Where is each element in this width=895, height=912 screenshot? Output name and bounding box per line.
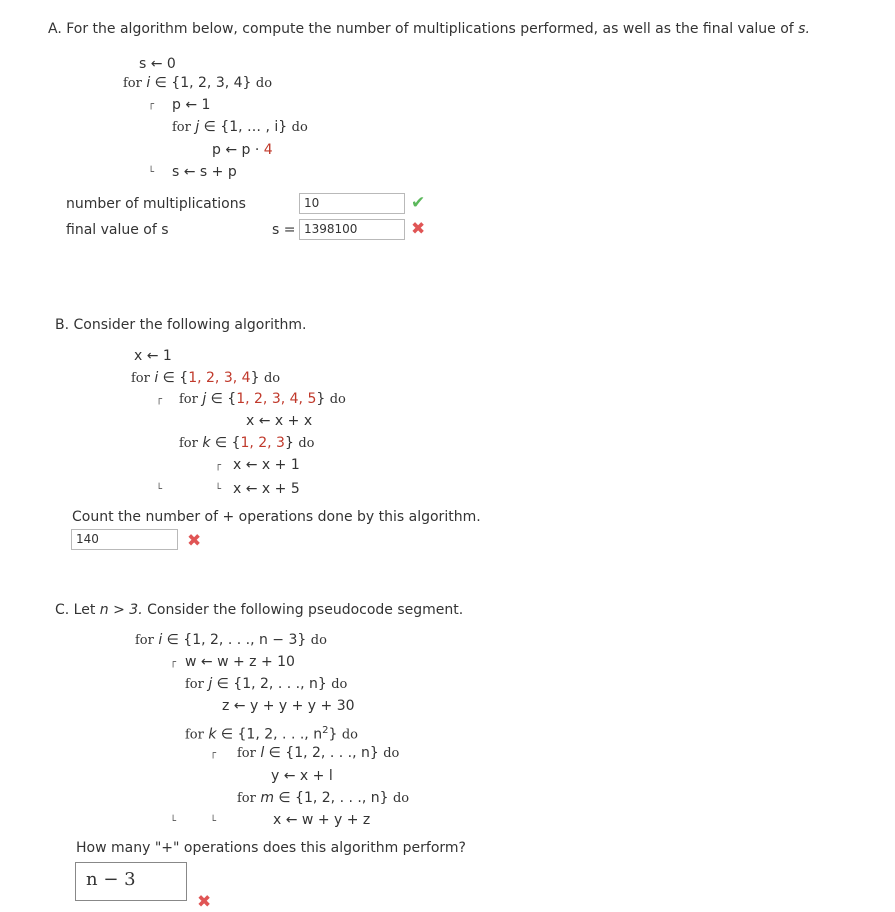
cross-icon: ✖ — [187, 531, 202, 551]
check-icon: ✔ — [411, 193, 426, 213]
cross-icon: ✖ — [411, 219, 426, 239]
loop-set: ∈ {1, 2, 3, 4} — [154, 75, 252, 91]
corner-top-icon: ┌ — [215, 460, 222, 471]
prompt-condition: n > 3. — [99, 602, 143, 618]
cross-icon: ✖ — [197, 892, 212, 912]
part-b-question: Count the number of + operations done by this algorithm. — [72, 509, 481, 525]
loop-var: i — [158, 632, 163, 648]
do-keyword: do — [310, 633, 327, 648]
for-keyword: for — [123, 76, 142, 91]
exponent: 2 — [322, 725, 329, 736]
part-a-prompt-text: A. For the algorithm below, compute the number of multiplications performed, as well as the final value of — [48, 21, 794, 37]
b-line-3 — [179, 390, 346, 409]
set-close: } — [284, 435, 294, 451]
for-keyword: for — [185, 727, 204, 743]
loop-var: i — [146, 75, 151, 91]
b-line-6: x ← x + 1 — [233, 457, 300, 473]
final-s-input[interactable]: 1398100 — [299, 219, 405, 240]
loop-set: ∈ {1, 2, . . ., n} — [216, 676, 327, 692]
loop-set: ∈ {1, … , i} — [203, 119, 288, 135]
loop-var: j — [202, 391, 207, 407]
loop-set: ∈ {1, 2, . . ., n} — [268, 745, 379, 761]
b-line-2 — [131, 369, 280, 388]
plus-count-input[interactable]: 140 — [71, 529, 178, 550]
set-close: } — [250, 370, 260, 386]
loop-var: l — [260, 745, 265, 761]
corner-top-icon: ┌ — [210, 748, 217, 759]
label-final-s: final value of s — [66, 222, 169, 238]
set-close: } — [316, 391, 326, 407]
a-line-6: s ← s + p — [172, 164, 237, 180]
loop-set: ∈ {1, 2, . . ., n — [220, 726, 323, 743]
c-line-8 — [237, 789, 409, 808]
corner-bottom-icon: └ — [156, 484, 163, 495]
do-keyword: do — [263, 371, 281, 386]
do-keyword: do — [291, 120, 308, 135]
b-line-1: x ← 1 — [134, 348, 172, 364]
c-line-4: z ← y + y + y + 30 — [222, 698, 355, 714]
part-c-question: How many "+" operations does this algorithm perform? — [76, 840, 466, 856]
prompt-text: C. Let — [55, 602, 96, 618]
b-line-7: x ← x + 5 — [233, 481, 300, 497]
loop-var: i — [154, 370, 159, 386]
part-a-prompt-var: s. — [798, 21, 810, 37]
multiplications-input[interactable]: 10 — [299, 193, 405, 214]
set-values: 1, 2, 3 — [240, 435, 285, 451]
a-line-5 — [212, 141, 273, 159]
corner-bottom-icon: └ — [210, 816, 217, 827]
s-equals-label: s = — [272, 222, 296, 238]
do-keyword: do — [255, 76, 273, 91]
set-values: 1, 2, 3, 4 — [188, 370, 251, 386]
do-keyword: do — [298, 436, 315, 451]
c-line-1 — [135, 631, 327, 650]
label-multiplications: number of multiplications — [66, 196, 246, 212]
b-line-5 — [179, 434, 315, 453]
a-line-1: s ← 0 — [139, 56, 176, 72]
do-keyword: do — [392, 791, 410, 806]
loop-set: ∈ {1, 2, . . ., n} — [278, 790, 389, 806]
corner-top-icon: ┌ — [156, 394, 163, 405]
set-open: ∈ { — [162, 370, 189, 386]
do-keyword: do — [329, 392, 346, 407]
loop-var: m — [260, 790, 274, 806]
c-line-7: y ← x + l — [271, 768, 333, 784]
loop-var: j — [208, 676, 213, 692]
plus-operations-input[interactable]: n − 3 — [75, 862, 187, 901]
part-c-prompt — [55, 601, 463, 619]
for-keyword: for — [185, 677, 204, 692]
a-line-3: p ← 1 — [172, 97, 211, 113]
expr-constant: 4 — [263, 142, 273, 158]
c-line-3 — [185, 675, 347, 694]
loop-var: k — [208, 726, 217, 743]
set-values: 1, 2, 3, 4, 5 — [236, 391, 317, 407]
for-keyword: for — [135, 633, 154, 648]
do-keyword: do — [331, 677, 348, 692]
set-close: } — [328, 726, 338, 743]
a-line-4 — [172, 118, 308, 137]
loop-var: j — [195, 119, 200, 135]
for-keyword: for — [237, 791, 256, 806]
for-keyword: for — [131, 371, 150, 386]
part-b-prompt: B. Consider the following algorithm. — [55, 317, 307, 333]
prompt-text-2: Consider the following pseudocode segment. — [147, 602, 464, 618]
for-keyword: for — [172, 120, 191, 135]
a-line-2 — [123, 74, 272, 93]
loop-set: ∈ {1, 2, . . ., n − 3} — [166, 632, 307, 648]
c-line-6 — [237, 744, 399, 763]
b-line-4: x ← x + x — [246, 413, 313, 429]
do-keyword: do — [383, 746, 400, 761]
corner-bottom-icon: └ — [170, 816, 177, 827]
expr: p ← p · — [212, 142, 264, 158]
loop-var: k — [202, 435, 211, 451]
corner-top-icon: ┌ — [148, 99, 155, 110]
do-keyword: do — [341, 727, 358, 743]
set-open: ∈ { — [210, 391, 237, 407]
corner-bottom-icon: └ — [215, 484, 222, 495]
for-keyword: for — [179, 436, 198, 451]
for-keyword: for — [237, 746, 256, 761]
part-a-prompt — [48, 20, 810, 38]
for-keyword: for — [179, 392, 198, 407]
corner-top-icon: ┌ — [170, 657, 177, 668]
c-line-2: w ← w + z + 10 — [185, 654, 295, 670]
corner-bottom-icon: └ — [148, 167, 155, 178]
c-line-5 — [185, 722, 358, 745]
set-open: ∈ { — [214, 435, 241, 451]
c-line-9: x ← w + y + z — [273, 812, 371, 828]
